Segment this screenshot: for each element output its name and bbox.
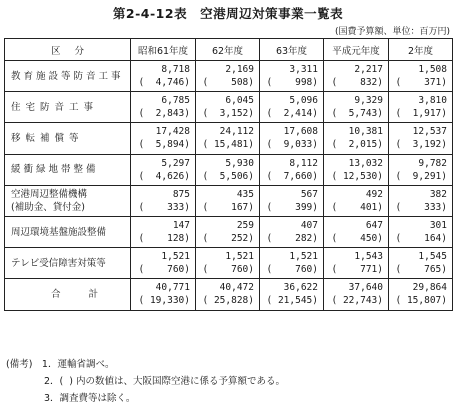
osaka-value: ( 167) [202,201,254,213]
value-cell [324,123,389,154]
total-value: 407 [300,220,318,232]
osaka-value: ( 4,626) [138,170,190,182]
total-value: 382 [429,188,447,200]
total-value: 2,169 [225,64,254,76]
total-value: 492 [365,188,383,200]
total-value: 5,297 [161,157,190,169]
budget-table [4,38,453,311]
year-header: 62年度 [196,39,260,61]
osaka-value: ( 760) [138,264,190,276]
total-value: 29,864 [412,282,447,294]
osaka-value: ( 333) [395,201,447,213]
total-value: 17,428 [155,126,190,138]
total-value: 24,112 [219,126,254,138]
total-value: 12,537 [412,126,447,138]
value-cell [324,216,389,247]
osaka-value: ( 4,746) [138,77,190,89]
value-cell [260,61,324,92]
value-cell [131,279,196,310]
value-cell [196,216,260,247]
osaka-value: ( 765) [395,264,447,276]
value-cell [324,154,389,185]
value-cell [196,185,260,216]
row-category [5,154,131,185]
osaka-value: ( 508) [202,77,254,89]
total-value: 36,622 [283,282,318,294]
total-value: 5,930 [225,157,254,169]
total-value: 8,718 [161,64,190,76]
osaka-value: ( 832) [331,77,383,89]
total-value: 1,545 [418,251,447,263]
osaka-value: ( 5,894) [138,139,190,151]
total-value: 435 [236,188,254,200]
row-category [5,216,131,247]
value-cell [260,216,324,247]
value-cell [260,248,324,279]
header-row [5,39,453,61]
value-cell [196,248,260,279]
value-cell [196,92,260,123]
total-value: 1,521 [289,251,318,263]
osaka-value: ( 3,152) [202,108,254,120]
osaka-value: ( 15,481) [202,139,254,151]
value-cell [131,92,196,123]
value-cell [324,185,389,216]
value-cell [389,248,453,279]
osaka-value: ( 771) [331,264,383,276]
total-value: 1,543 [354,251,383,263]
total-value: 147 [172,220,190,232]
value-cell [389,123,453,154]
value-cell [260,279,324,310]
osaka-value: ( 2,015) [331,139,383,151]
osaka-value: ( 333) [138,201,190,213]
total-value: 40,472 [219,282,254,294]
year-header: 63年度 [260,39,324,61]
row-category-label: 移転補償等 [11,132,84,144]
row-category [5,123,131,154]
value-cell [389,154,453,185]
value-cell [389,92,453,123]
osaka-value: ( 19,330) [138,295,190,307]
total-value: 37,640 [348,282,383,294]
total-value: 2,217 [354,64,383,76]
osaka-value: ( 7,660) [266,170,318,182]
osaka-value: ( 3,192) [395,139,447,151]
table-row [5,61,453,92]
total-value: 3,810 [418,95,447,107]
value-cell [260,92,324,123]
total-value: 1,521 [225,251,254,263]
value-cell [260,154,324,185]
row-category-label: 住宅防音工事 [11,101,99,113]
osaka-value: ( 2,843) [138,108,190,120]
total-value: 9,329 [354,95,383,107]
value-cell [389,279,453,310]
note-line: 3．調査費等は除く。 [6,393,136,404]
year-header: 2年度 [389,39,453,61]
table-row [5,279,453,310]
osaka-value: ( 9,291) [395,170,447,182]
table-row [5,154,453,185]
table-row [5,216,453,247]
value-cell [131,216,196,247]
table-row [5,248,453,279]
total-value: 259 [236,220,254,232]
total-value: 647 [365,220,383,232]
total-value: 3,311 [289,64,318,76]
row-category-label: 合計 [51,288,127,300]
value-cell [131,123,196,154]
osaka-value: ( 5,506) [202,170,254,182]
table-row [5,92,453,123]
value-cell [324,248,389,279]
table-row [5,123,453,154]
row-category [5,185,131,216]
category-header: 区分 [5,39,131,61]
year-header: 平成元年度 [324,39,389,61]
value-cell [389,61,453,92]
osaka-value: ( 760) [202,264,254,276]
value-cell [389,216,453,247]
osaka-value: ( 15,807) [395,295,447,307]
osaka-value: ( 252) [202,233,254,245]
osaka-value: ( 450) [331,233,383,245]
row-category-label: (補助金、貸付金) [11,201,85,213]
row-category [5,92,131,123]
value-cell [260,185,324,216]
total-value: 1,521 [161,251,190,263]
value-cell [260,123,324,154]
value-cell [324,92,389,123]
value-cell [131,185,196,216]
value-cell [196,123,260,154]
osaka-value: ( 2,414) [266,108,318,120]
row-category-label: 緩衝緑地帯整備 [11,164,99,176]
total-value: 13,032 [348,157,383,169]
table-title: 第2-4-12表 空港周辺対策事業一覧表 [112,6,344,21]
value-cell [131,154,196,185]
osaka-value: ( 760) [266,264,318,276]
value-cell [196,154,260,185]
row-category-label: 空港周辺整備機構 [11,188,88,200]
osaka-value: ( 1,917) [395,108,447,120]
value-cell [324,61,389,92]
total-value: 6,785 [161,95,190,107]
osaka-value: ( 21,545) [266,295,318,307]
osaka-value: ( 22,743) [331,295,383,307]
osaka-value: ( 12,530) [331,170,383,182]
value-cell [196,61,260,92]
note-line: (備考) 1．運輸省調べ。 [6,359,115,370]
value-cell [324,279,389,310]
osaka-value: ( 5,743) [331,108,383,120]
total-value: 40,771 [155,282,190,294]
osaka-value: ( 25,828) [202,295,254,307]
table-row [5,185,453,216]
osaka-value: ( 9,033) [266,139,318,151]
notes [6,356,285,407]
osaka-value: ( 399) [266,201,318,213]
osaka-value: ( 164) [395,233,447,245]
osaka-value: ( 371) [395,77,447,89]
row-category [5,279,131,310]
row-category-label: 教育施設等防音工事 [11,70,124,82]
total-value: 5,096 [289,95,318,107]
year-header: 昭和61年度 [131,39,196,61]
value-cell [131,248,196,279]
unit-note: (国費予算額、単位：百万円) [334,27,450,37]
total-value: 1,508 [418,64,447,76]
osaka-value: ( 998) [266,77,318,89]
total-value: 8,112 [289,157,318,169]
total-value: 17,608 [283,126,318,138]
value-cell [389,185,453,216]
total-value: 567 [300,188,318,200]
total-value: 10,381 [348,126,383,138]
osaka-value: ( 128) [138,233,190,245]
value-cell [131,61,196,92]
osaka-value: ( 401) [331,201,383,213]
row-category-label: テレビ受信障害対策等 [11,257,106,269]
total-value: 875 [172,188,190,200]
row-category [5,248,131,279]
total-value: 301 [429,220,447,232]
row-category [5,61,131,92]
total-value: 6,045 [225,95,254,107]
row-category-label: 周辺環境基盤施設整備 [11,226,107,238]
osaka-value: ( 282) [266,233,318,245]
value-cell [196,279,260,310]
total-value: 9,782 [418,157,447,169]
note-line: 2．( ) 内の数値は、大阪国際空港に係る予算額である。 [6,376,286,387]
